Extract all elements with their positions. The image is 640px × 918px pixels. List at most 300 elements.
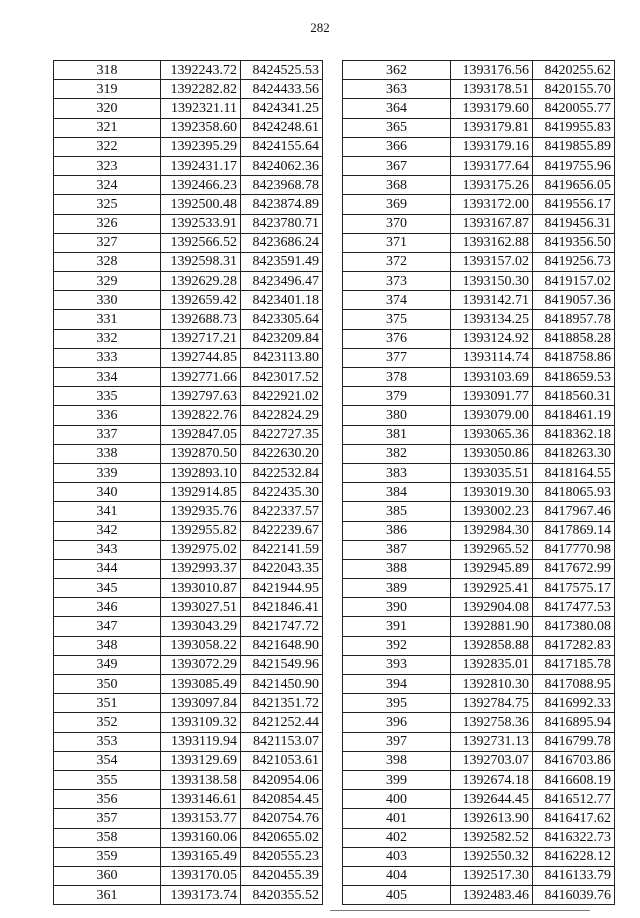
y-coordinate-cell: 8419656.05 <box>533 176 615 195</box>
x-coordinate-cell: 1392517.30 <box>451 866 533 885</box>
x-coordinate-cell: 1392629.28 <box>161 272 241 291</box>
point-number-cell: 399 <box>343 770 451 789</box>
table-body-right <box>343 61 615 905</box>
point-number-cell: 372 <box>343 252 451 271</box>
point-number-cell: 323 <box>54 156 161 175</box>
point-number-cell: 345 <box>54 579 161 598</box>
x-coordinate-cell: 1393097.84 <box>161 694 241 713</box>
point-number-cell: 374 <box>343 291 451 310</box>
y-coordinate-cell: 8423113.80 <box>241 348 323 367</box>
y-coordinate-cell: 8420655.02 <box>241 828 323 847</box>
x-coordinate-cell: 1392644.45 <box>451 790 533 809</box>
x-coordinate-cell: 1393085.49 <box>161 675 241 694</box>
point-number-cell: 379 <box>343 387 451 406</box>
x-coordinate-cell: 1393153.77 <box>161 809 241 828</box>
x-coordinate-cell: 1393072.29 <box>161 655 241 674</box>
point-number-cell: 380 <box>343 406 451 425</box>
table-row <box>343 310 615 329</box>
x-coordinate-cell: 1393010.87 <box>161 579 241 598</box>
table-row <box>343 886 615 905</box>
point-number-cell: 356 <box>54 790 161 809</box>
point-number-cell: 377 <box>343 348 451 367</box>
x-coordinate-cell: 1392925.41 <box>451 579 533 598</box>
table-row <box>54 886 323 905</box>
x-coordinate-cell: 1392483.46 <box>451 886 533 905</box>
y-coordinate-cell: 8416512.77 <box>533 790 615 809</box>
y-coordinate-cell: 8418263.30 <box>533 444 615 463</box>
table-row <box>343 770 615 789</box>
table-row <box>54 425 323 444</box>
x-coordinate-cell: 1392582.52 <box>451 828 533 847</box>
y-coordinate-cell: 8420255.62 <box>533 61 615 80</box>
table-row <box>343 521 615 540</box>
y-coordinate-cell: 8423686.24 <box>241 233 323 252</box>
y-coordinate-cell: 8422824.29 <box>241 406 323 425</box>
table-row <box>54 866 323 885</box>
y-coordinate-cell: 8417088.95 <box>533 675 615 694</box>
point-number-cell: 355 <box>54 770 161 789</box>
table-row <box>54 272 323 291</box>
table-row <box>343 368 615 387</box>
table-row <box>343 790 615 809</box>
x-coordinate-cell: 1392431.17 <box>161 156 241 175</box>
x-coordinate-cell: 1393179.60 <box>451 99 533 118</box>
point-number-cell: 364 <box>343 99 451 118</box>
table-row <box>343 483 615 502</box>
y-coordinate-cell: 8417380.08 <box>533 617 615 636</box>
point-number-cell: 322 <box>54 137 161 156</box>
point-number-cell: 335 <box>54 387 161 406</box>
y-coordinate-cell: 8422727.35 <box>241 425 323 444</box>
y-coordinate-cell: 8418957.78 <box>533 310 615 329</box>
table-row <box>343 579 615 598</box>
y-coordinate-cell: 8417477.53 <box>533 598 615 617</box>
y-coordinate-cell: 8419755.96 <box>533 156 615 175</box>
y-coordinate-cell: 8420555.23 <box>241 847 323 866</box>
y-coordinate-cell: 8421944.95 <box>241 579 323 598</box>
x-coordinate-cell: 1392758.36 <box>451 713 533 732</box>
y-coordinate-cell: 8419157.02 <box>533 272 615 291</box>
y-coordinate-cell: 8421549.96 <box>241 655 323 674</box>
y-coordinate-cell: 8421846.41 <box>241 598 323 617</box>
x-coordinate-cell: 1392395.29 <box>161 137 241 156</box>
table-row <box>343 655 615 674</box>
point-number-cell: 394 <box>343 675 451 694</box>
point-number-cell: 376 <box>343 329 451 348</box>
table-row <box>54 61 323 80</box>
point-number-cell: 401 <box>343 809 451 828</box>
x-coordinate-cell: 1393157.02 <box>451 252 533 271</box>
x-coordinate-cell: 1393035.51 <box>451 463 533 482</box>
x-coordinate-cell: 1393146.61 <box>161 790 241 809</box>
x-coordinate-cell: 1393065.36 <box>451 425 533 444</box>
table-row <box>343 809 615 828</box>
x-coordinate-cell: 1393150.30 <box>451 272 533 291</box>
point-number-cell: 385 <box>343 502 451 521</box>
point-number-cell: 350 <box>54 675 161 694</box>
table-row <box>343 291 615 310</box>
coordinates-table-left <box>53 60 323 905</box>
x-coordinate-cell: 1393019.30 <box>451 483 533 502</box>
table-row <box>343 176 615 195</box>
x-coordinate-cell: 1392659.42 <box>161 291 241 310</box>
point-number-cell: 386 <box>343 521 451 540</box>
x-coordinate-cell: 1393165.49 <box>161 847 241 866</box>
x-coordinate-cell: 1392731.13 <box>451 732 533 751</box>
table-row <box>54 713 323 732</box>
table-row <box>343 387 615 406</box>
x-coordinate-cell: 1393176.56 <box>451 61 533 80</box>
table-row <box>343 61 615 80</box>
x-coordinate-cell: 1393091.77 <box>451 387 533 406</box>
point-number-cell: 327 <box>54 233 161 252</box>
point-number-cell: 328 <box>54 252 161 271</box>
y-coordinate-cell: 8418362.18 <box>533 425 615 444</box>
point-number-cell: 336 <box>54 406 161 425</box>
y-coordinate-cell: 8416417.62 <box>533 809 615 828</box>
point-number-cell: 365 <box>343 118 451 137</box>
point-number-cell: 363 <box>343 80 451 99</box>
point-number-cell: 338 <box>54 444 161 463</box>
point-number-cell: 318 <box>54 61 161 80</box>
x-coordinate-cell: 1392598.31 <box>161 252 241 271</box>
table-row <box>54 559 323 578</box>
y-coordinate-cell: 8416039.76 <box>533 886 615 905</box>
point-number-cell: 403 <box>343 847 451 866</box>
point-number-cell: 344 <box>54 559 161 578</box>
x-coordinate-cell: 1393178.51 <box>451 80 533 99</box>
y-coordinate-cell: 8424433.56 <box>241 80 323 99</box>
x-coordinate-cell: 1393002.23 <box>451 502 533 521</box>
table-row <box>54 387 323 406</box>
y-coordinate-cell: 8417770.98 <box>533 540 615 559</box>
x-coordinate-cell: 1393058.22 <box>161 636 241 655</box>
point-number-cell: 346 <box>54 598 161 617</box>
y-coordinate-cell: 8421252.44 <box>241 713 323 732</box>
y-coordinate-cell: 8416895.94 <box>533 713 615 732</box>
y-coordinate-cell: 8417282.83 <box>533 636 615 655</box>
point-number-cell: 366 <box>343 137 451 156</box>
point-number-cell: 384 <box>343 483 451 502</box>
y-coordinate-cell: 8422532.84 <box>241 463 323 482</box>
x-coordinate-cell: 1393162.88 <box>451 233 533 252</box>
table-row <box>343 713 615 732</box>
point-number-cell: 393 <box>343 655 451 674</box>
table-row <box>54 291 323 310</box>
point-number-cell: 382 <box>343 444 451 463</box>
x-coordinate-cell: 1392835.01 <box>451 655 533 674</box>
y-coordinate-cell: 8419256.73 <box>533 252 615 271</box>
y-coordinate-cell: 8416703.86 <box>533 751 615 770</box>
x-coordinate-cell: 1392688.73 <box>161 310 241 329</box>
x-coordinate-cell: 1393179.81 <box>451 118 533 137</box>
y-coordinate-cell: 8416228.12 <box>533 847 615 866</box>
x-coordinate-cell: 1392500.48 <box>161 195 241 214</box>
table-row <box>343 866 615 885</box>
table-row <box>54 195 323 214</box>
table-row <box>54 655 323 674</box>
y-coordinate-cell: 8422435.30 <box>241 483 323 502</box>
y-coordinate-cell: 8418065.93 <box>533 483 615 502</box>
table-row <box>343 732 615 751</box>
table-row <box>54 598 323 617</box>
x-coordinate-cell: 1392784.75 <box>451 694 533 713</box>
x-coordinate-cell: 1392797.63 <box>161 387 241 406</box>
table-row <box>54 828 323 847</box>
point-number-cell: 371 <box>343 233 451 252</box>
x-coordinate-cell: 1392955.82 <box>161 521 241 540</box>
table-row <box>54 809 323 828</box>
x-coordinate-cell: 1393129.69 <box>161 751 241 770</box>
y-coordinate-cell: 8417575.17 <box>533 579 615 598</box>
table-row <box>54 483 323 502</box>
point-number-cell: 373 <box>343 272 451 291</box>
point-number-cell: 332 <box>54 329 161 348</box>
x-coordinate-cell: 1392858.88 <box>451 636 533 655</box>
x-coordinate-cell: 1392358.60 <box>161 118 241 137</box>
table-row <box>54 310 323 329</box>
coordinates-table-right <box>342 60 615 905</box>
y-coordinate-cell: 8420854.45 <box>241 790 323 809</box>
table-row <box>343 272 615 291</box>
x-coordinate-cell: 1392822.76 <box>161 406 241 425</box>
y-coordinate-cell: 8416322.73 <box>533 828 615 847</box>
y-coordinate-cell: 8418164.55 <box>533 463 615 482</box>
table-row <box>54 444 323 463</box>
point-number-cell: 387 <box>343 540 451 559</box>
x-coordinate-cell: 1392881.90 <box>451 617 533 636</box>
point-number-cell: 360 <box>54 866 161 885</box>
y-coordinate-cell: 8422630.20 <box>241 444 323 463</box>
x-coordinate-cell: 1393177.64 <box>451 156 533 175</box>
x-coordinate-cell: 1392282.82 <box>161 80 241 99</box>
table-row <box>54 406 323 425</box>
y-coordinate-cell: 8420155.70 <box>533 80 615 99</box>
x-coordinate-cell: 1392984.30 <box>451 521 533 540</box>
y-coordinate-cell: 8423401.18 <box>241 291 323 310</box>
y-coordinate-cell: 8419855.89 <box>533 137 615 156</box>
page-number: 282 <box>310 20 330 35</box>
table-body-left <box>54 61 323 905</box>
x-coordinate-cell: 1392935.76 <box>161 502 241 521</box>
y-coordinate-cell: 8419356.50 <box>533 233 615 252</box>
y-coordinate-cell: 8417967.46 <box>533 502 615 521</box>
y-coordinate-cell: 8418659.53 <box>533 368 615 387</box>
y-coordinate-cell: 8421450.90 <box>241 675 323 694</box>
point-number-cell: 324 <box>54 176 161 195</box>
table-row <box>54 463 323 482</box>
y-coordinate-cell: 8423209.84 <box>241 329 323 348</box>
table-row <box>343 425 615 444</box>
table-row <box>343 675 615 694</box>
x-coordinate-cell: 1393109.32 <box>161 713 241 732</box>
y-coordinate-cell: 8422043.35 <box>241 559 323 578</box>
y-coordinate-cell: 8418461.19 <box>533 406 615 425</box>
y-coordinate-cell: 8424525.53 <box>241 61 323 80</box>
x-coordinate-cell: 1392703.07 <box>451 751 533 770</box>
point-number-cell: 331 <box>54 310 161 329</box>
y-coordinate-cell: 8423305.64 <box>241 310 323 329</box>
point-number-cell: 404 <box>343 866 451 885</box>
point-number-cell: 392 <box>343 636 451 655</box>
point-number-cell: 395 <box>343 694 451 713</box>
point-number-cell: 402 <box>343 828 451 847</box>
y-coordinate-cell: 8423780.71 <box>241 214 323 233</box>
x-coordinate-cell: 1393167.87 <box>451 214 533 233</box>
table-row <box>343 233 615 252</box>
x-coordinate-cell: 1392945.89 <box>451 559 533 578</box>
point-number-cell: 352 <box>54 713 161 732</box>
x-coordinate-cell: 1393160.06 <box>161 828 241 847</box>
table-row <box>54 502 323 521</box>
table-row <box>54 579 323 598</box>
point-number-cell: 353 <box>54 732 161 751</box>
x-coordinate-cell: 1392550.32 <box>451 847 533 866</box>
y-coordinate-cell: 8421053.61 <box>241 751 323 770</box>
y-coordinate-cell: 8424062.36 <box>241 156 323 175</box>
table-row <box>343 847 615 866</box>
point-number-cell: 325 <box>54 195 161 214</box>
y-coordinate-cell: 8422921.02 <box>241 387 323 406</box>
y-coordinate-cell: 8418560.31 <box>533 387 615 406</box>
point-number-cell: 389 <box>343 579 451 598</box>
y-coordinate-cell: 8420754.76 <box>241 809 323 828</box>
table-row <box>343 118 615 137</box>
table-row <box>54 770 323 789</box>
x-coordinate-cell: 1393103.69 <box>451 368 533 387</box>
point-number-cell: 320 <box>54 99 161 118</box>
point-number-cell: 398 <box>343 751 451 770</box>
table-row <box>54 233 323 252</box>
point-number-cell: 397 <box>343 732 451 751</box>
y-coordinate-cell: 8423591.49 <box>241 252 323 271</box>
table-row <box>343 828 615 847</box>
table-row <box>54 847 323 866</box>
point-number-cell: 383 <box>343 463 451 482</box>
point-number-cell: 378 <box>343 368 451 387</box>
table-row <box>343 617 615 636</box>
y-coordinate-cell: 8416608.19 <box>533 770 615 789</box>
point-number-cell: 359 <box>54 847 161 866</box>
x-coordinate-cell: 1392717.21 <box>161 329 241 348</box>
footer-rule <box>330 910 590 911</box>
x-coordinate-cell: 1393134.25 <box>451 310 533 329</box>
y-coordinate-cell: 8419955.83 <box>533 118 615 137</box>
table-row <box>343 252 615 271</box>
x-coordinate-cell: 1393043.29 <box>161 617 241 636</box>
point-number-cell: 333 <box>54 348 161 367</box>
y-coordinate-cell: 8423874.89 <box>241 195 323 214</box>
table-row <box>54 617 323 636</box>
point-number-cell: 341 <box>54 502 161 521</box>
table-row <box>343 80 615 99</box>
point-number-cell: 330 <box>54 291 161 310</box>
x-coordinate-cell: 1393179.16 <box>451 137 533 156</box>
y-coordinate-cell: 8424155.64 <box>241 137 323 156</box>
table-row <box>343 329 615 348</box>
x-coordinate-cell: 1392566.52 <box>161 233 241 252</box>
table-row <box>54 156 323 175</box>
table-row <box>54 80 323 99</box>
point-number-cell: 369 <box>343 195 451 214</box>
point-number-cell: 340 <box>54 483 161 502</box>
y-coordinate-cell: 8420954.06 <box>241 770 323 789</box>
point-number-cell: 321 <box>54 118 161 137</box>
x-coordinate-cell: 1392847.05 <box>161 425 241 444</box>
y-coordinate-cell: 8417869.14 <box>533 521 615 540</box>
table-row <box>54 675 323 694</box>
y-coordinate-cell: 8420355.52 <box>241 886 323 905</box>
x-coordinate-cell: 1392321.11 <box>161 99 241 118</box>
table-row <box>54 694 323 713</box>
y-coordinate-cell: 8422141.59 <box>241 540 323 559</box>
table-row <box>54 540 323 559</box>
x-coordinate-cell: 1393124.92 <box>451 329 533 348</box>
point-number-cell: 388 <box>343 559 451 578</box>
y-coordinate-cell: 8421747.72 <box>241 617 323 636</box>
point-number-cell: 334 <box>54 368 161 387</box>
point-number-cell: 347 <box>54 617 161 636</box>
y-coordinate-cell: 8416133.79 <box>533 866 615 885</box>
point-number-cell: 339 <box>54 463 161 482</box>
table-row <box>343 751 615 770</box>
x-coordinate-cell: 1392914.85 <box>161 483 241 502</box>
y-coordinate-cell: 8417672.99 <box>533 559 615 578</box>
table-row <box>54 137 323 156</box>
point-number-cell: 362 <box>343 61 451 80</box>
x-coordinate-cell: 1392466.23 <box>161 176 241 195</box>
table-row <box>54 118 323 137</box>
table-row <box>54 636 323 655</box>
point-number-cell: 319 <box>54 80 161 99</box>
point-number-cell: 370 <box>343 214 451 233</box>
point-number-cell: 396 <box>343 713 451 732</box>
x-coordinate-cell: 1392993.37 <box>161 559 241 578</box>
point-number-cell: 326 <box>54 214 161 233</box>
table-row <box>343 463 615 482</box>
table-row <box>54 252 323 271</box>
point-number-cell: 368 <box>343 176 451 195</box>
point-number-cell: 405 <box>343 886 451 905</box>
table-row <box>54 751 323 770</box>
table-row <box>343 559 615 578</box>
x-coordinate-cell: 1392904.08 <box>451 598 533 617</box>
table-row <box>54 732 323 751</box>
x-coordinate-cell: 1393050.86 <box>451 444 533 463</box>
table-row <box>343 444 615 463</box>
x-coordinate-cell: 1392771.66 <box>161 368 241 387</box>
x-coordinate-cell: 1392533.91 <box>161 214 241 233</box>
y-coordinate-cell: 8423968.78 <box>241 176 323 195</box>
x-coordinate-cell: 1393079.00 <box>451 406 533 425</box>
y-coordinate-cell: 8419556.17 <box>533 195 615 214</box>
table-row <box>54 214 323 233</box>
point-number-cell: 343 <box>54 540 161 559</box>
y-coordinate-cell: 8416992.33 <box>533 694 615 713</box>
table-row <box>54 790 323 809</box>
x-coordinate-cell: 1392870.50 <box>161 444 241 463</box>
x-coordinate-cell: 1393173.74 <box>161 886 241 905</box>
x-coordinate-cell: 1392975.02 <box>161 540 241 559</box>
table-row <box>343 137 615 156</box>
y-coordinate-cell: 8418758.86 <box>533 348 615 367</box>
y-coordinate-cell: 8423496.47 <box>241 272 323 291</box>
x-coordinate-cell: 1392674.18 <box>451 770 533 789</box>
point-number-cell: 367 <box>343 156 451 175</box>
table-row <box>54 329 323 348</box>
point-number-cell: 349 <box>54 655 161 674</box>
y-coordinate-cell: 8421351.72 <box>241 694 323 713</box>
